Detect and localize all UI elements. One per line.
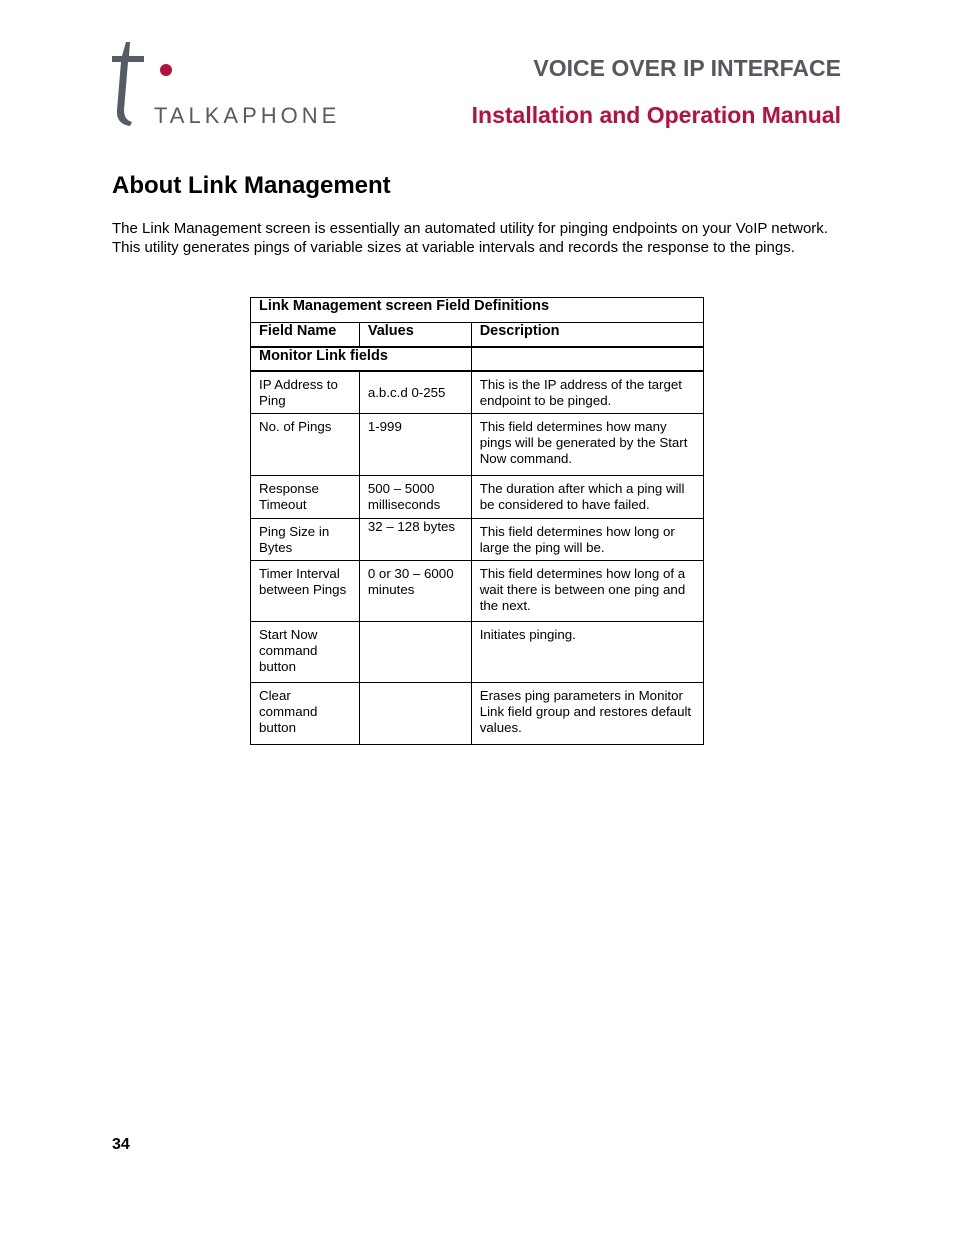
table-row <box>251 561 704 622</box>
table-row <box>251 414 704 476</box>
table-row <box>251 476 704 519</box>
table-cell: 32 – 128 bytes <box>359 519 471 561</box>
table-cell: a.b.c.d 0-255 <box>359 371 471 414</box>
table-cell: This field determines how long of a wait there is between one ping and the next. <box>471 561 703 622</box>
table-cell: Start Now command button <box>251 622 360 683</box>
table-cell: This is the IP address of the target endpoint to be pinged. <box>471 371 703 414</box>
column-header: Field Name <box>251 323 360 348</box>
table-cell: IP Address to Ping <box>251 371 360 414</box>
header-subtitle: Installation and Operation Manual <box>471 102 841 128</box>
table-cell: 0 or 30 – 6000 minutes <box>359 561 471 622</box>
table-cell: This field determines how many pings will be generated by the Start Now command. <box>471 414 703 476</box>
header-title: VOICE OVER IP INTERFACE <box>533 55 841 81</box>
table-cell <box>471 347 703 371</box>
table-cell: Response Timeout <box>251 476 360 519</box>
table-cell: Clear command button <box>251 683 360 745</box>
table-row <box>251 371 704 414</box>
table-cell: Timer Interval between Pings <box>251 561 360 622</box>
table-row <box>251 683 704 745</box>
table-header-row <box>251 323 704 348</box>
section-title: About Link Management <box>112 172 391 199</box>
table-cell: Initiates pinging. <box>471 622 703 683</box>
column-header: Description <box>471 323 703 348</box>
table-cell: No. of Pings <box>251 414 360 476</box>
table-caption-row <box>251 298 704 323</box>
table-cell: 1-999 <box>359 414 471 476</box>
table-group-row <box>251 347 704 371</box>
page-number: 34 <box>112 1136 130 1153</box>
group-label: Monitor Link fields <box>251 347 472 371</box>
table-row <box>251 519 704 561</box>
column-header: Values <box>359 323 471 348</box>
intro-paragraph: The Link Management screen is essentially an automated utility for pinging endpoints on your VoIP network. This utility generates pings of variable sizes at variable intervals and records the response to the pings. <box>112 220 828 256</box>
table-caption: Link Management screen Field Definitions <box>251 298 704 323</box>
table-cell: This field determines how long or large the ping will be. <box>471 519 703 561</box>
table-cell: Ping Size in Bytes <box>251 519 360 561</box>
table-cell: The duration after which a ping will be considered to have failed. <box>471 476 703 519</box>
field-definitions-table <box>250 297 704 745</box>
table-row <box>251 622 704 683</box>
table-cell <box>359 683 471 745</box>
brand-wordmark: TALKAPHONE <box>154 103 341 128</box>
table-cell: 500 – 5000 milliseconds <box>359 476 471 519</box>
table-cell <box>359 622 471 683</box>
table-cell: Erases ping parameters in Monitor Link field group and restores default values. <box>471 683 703 745</box>
